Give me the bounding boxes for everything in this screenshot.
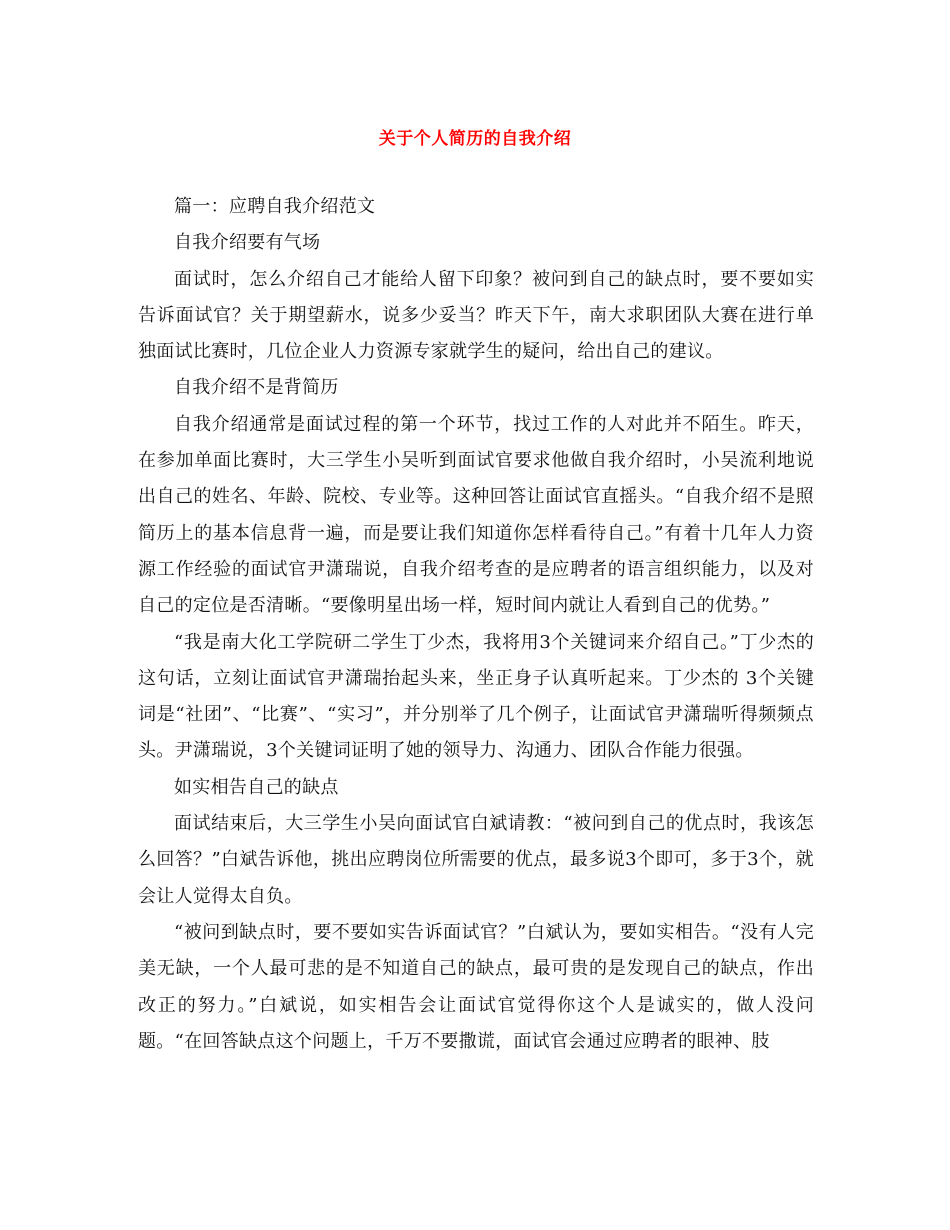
paragraph-subheading: 如实相告自己的缺点 (174, 776, 339, 798)
paragraph: “我是南大化工学院研二学生丁少杰，我将用3个关键词来介绍自己。”丁少杰的这句话，立刻让面试官尹潇瑞抬起头来，坐正身子认真听起来。丁少杰的 3个关键词是“社团”、“比赛”、“实习”，并分别举了几个例子，让面试官尹潇瑞听得频频点头。尹潇瑞说，3个关键词证明了她的领导力、沟通力、团队合作能力很强。 (138, 631, 814, 762)
paragraph-section-heading: 篇一：应聘自我介绍范文 (174, 196, 376, 217)
paragraph: 自我介绍通常是面试过程的第一个环节，找过工作的人对此并不陌生。昨天，在参加单面比赛时，大三学生小吴听到面试官要求他做自我介绍时，小吴流利地说出自己的姓名、年龄、院校、专业等。这种回答让面试官直摇头。“自我介绍不是照简历上的基本信息背一遍，而是要让我们知道你怎样看待自己。”有着十几年人力资源工作经验的面试官尹潇瑞说，自我介绍考查的是应聘者的语言组织能力，以及对自己的定位是否清晰。“要像明星出场一样，短时间内就让人看到自己的优势。” (138, 413, 814, 617)
document-title: 关于个人简历的自我介绍 (378, 129, 572, 149)
paragraph: “被问到缺点时，要不要如实告诉面试官？”白斌认为，要如实相告。“没有人完美无缺，一个人最可悲的是不知道自己的缺点，最可贵的是发现自己的缺点，作出改正的努力。”白斌说，如实相告会让面试官觉得你这个人是诚实的，做人没问题。“在回答缺点这个问题上，千万不要撒谎，面试官会通过应聘者的眼神、肢 (138, 921, 814, 1052)
paragraph-subheading: 自我介绍不是背简历 (174, 377, 339, 399)
paragraph: 面试时，怎么介绍自己才能给人留下印象？被问到自己的缺点时，要不要如实告诉面试官？关于期望薪水，说多少妥当？昨天下午，南大求职团队大赛在进行单独面试比赛时，几位企业人力资源专家就学生的疑问，给出自己的建议。 (138, 268, 814, 363)
document-body (138, 189, 814, 1060)
paragraph: 面试结束后，大三学生小吴向面试官白斌请教：“被问到自己的优点时，我该怎么回答？”白斌告诉他，挑出应聘岗位所需要的优点，最多说3个即可，多于3个，就会让人觉得太自负。 (138, 813, 814, 907)
paragraph-subheading: 自我介绍要有气场 (174, 232, 321, 254)
